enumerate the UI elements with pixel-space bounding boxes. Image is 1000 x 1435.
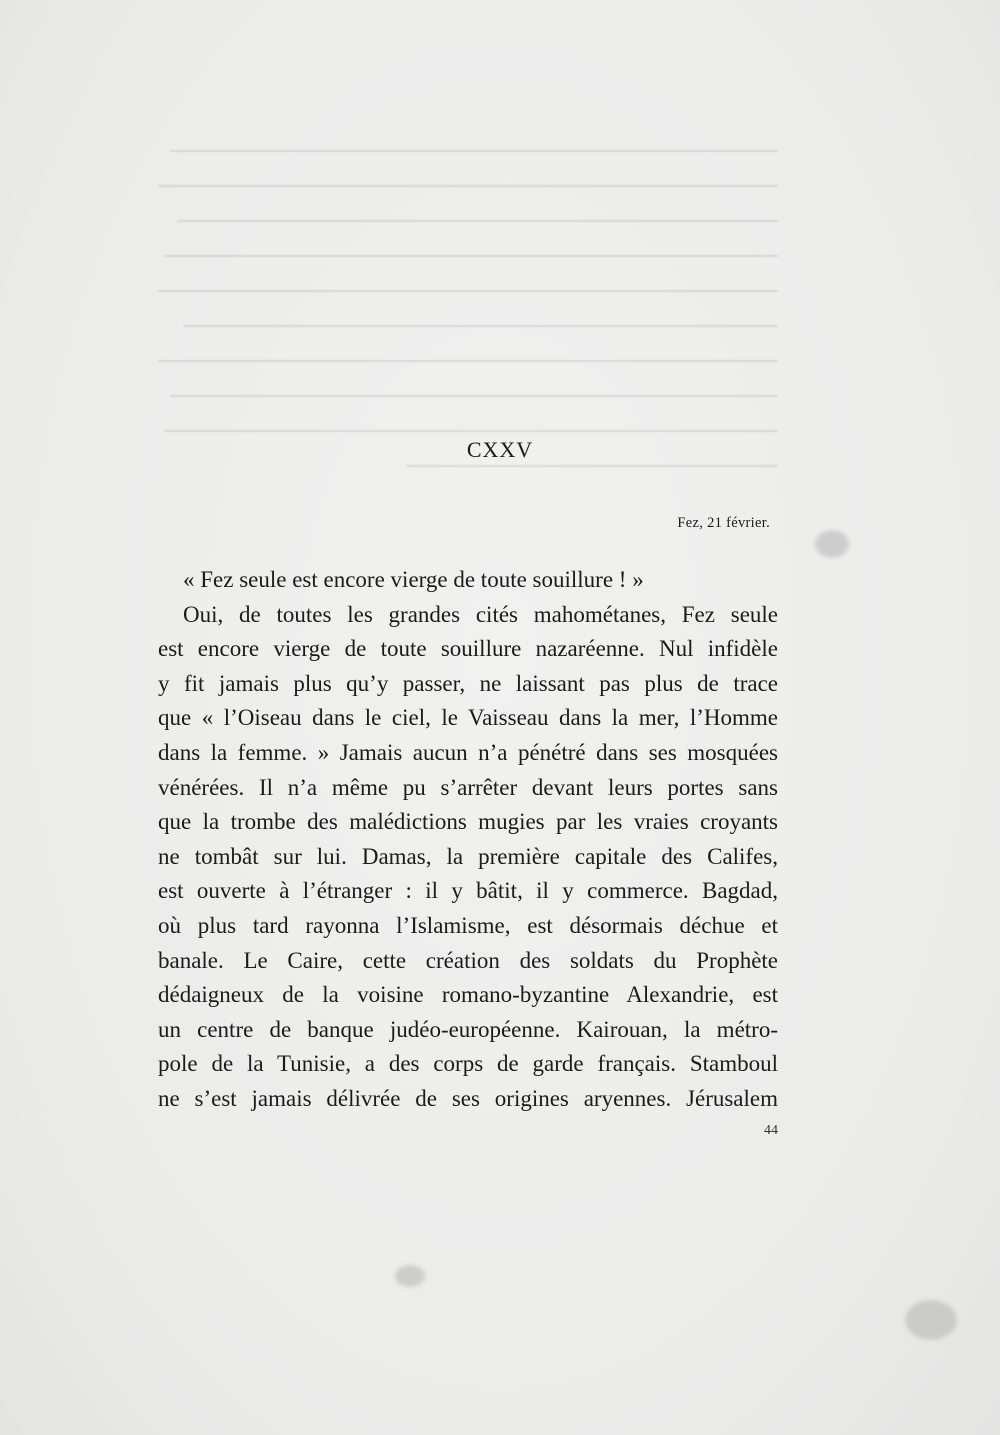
text-line: Oui, de toutes les grandes cités mahométanes, Fez seule <box>183 601 778 627</box>
paper-stain <box>905 1300 957 1340</box>
text-line: ne s’est jamais délivrée de ses origines aryennes. Jérusalem <box>158 1085 778 1111</box>
text-line: un centre de banque judéo-européenne. Kairouan, la métro- <box>158 1016 778 1042</box>
text-line: y fit jamais plus qu’y passer, ne laissant pas plus de trace <box>158 670 778 696</box>
chapter-title: CXXV <box>466 437 534 462</box>
text-line: vénérées. Il n’a même pu s’arrêter devant leurs portes sans <box>158 774 778 800</box>
text-line: que la trombe des malédictions mugies par les vraies croyants <box>158 809 778 835</box>
text-line: est encore vierge de toute souillure nazaréenne. Nul infidèle <box>158 636 778 662</box>
text-line: ne tombât sur lui. Damas, la première capitale des Califes, <box>158 843 778 869</box>
body-text <box>158 563 778 1117</box>
text-line: que « l’Oiseau dans le ciel, le Vaisseau dans la mer, l’Homme <box>158 705 778 731</box>
text-line: pole de la Tunisie, a des corps de garde français. Stamboul <box>158 1051 778 1077</box>
text-line: « Fez seule est encore vierge de toute souillure ! » <box>183 567 644 592</box>
text-line: où plus tard rayonna l’Islamisme, est désormais déchue et <box>158 912 778 938</box>
chapter-dateline: Fez, 21 février. <box>677 515 770 531</box>
paper-stain <box>815 530 849 558</box>
show-through-bleed <box>158 150 778 530</box>
text-line: est ouverte à l’étranger : il y bâtit, il y commerce. Bagdad, <box>158 878 778 904</box>
text-line: banale. Le Caire, cette création des soldats du Prophète <box>158 947 778 973</box>
paper-stain <box>395 1265 425 1287</box>
text-line: dans la femme. » Jamais aucun n’a pénétré dans ses mosquées <box>158 739 778 765</box>
text-line: dédaigneux de la voisine romano-byzantine Alexandrie, est <box>158 982 778 1008</box>
page-number: 44 <box>764 1123 778 1138</box>
